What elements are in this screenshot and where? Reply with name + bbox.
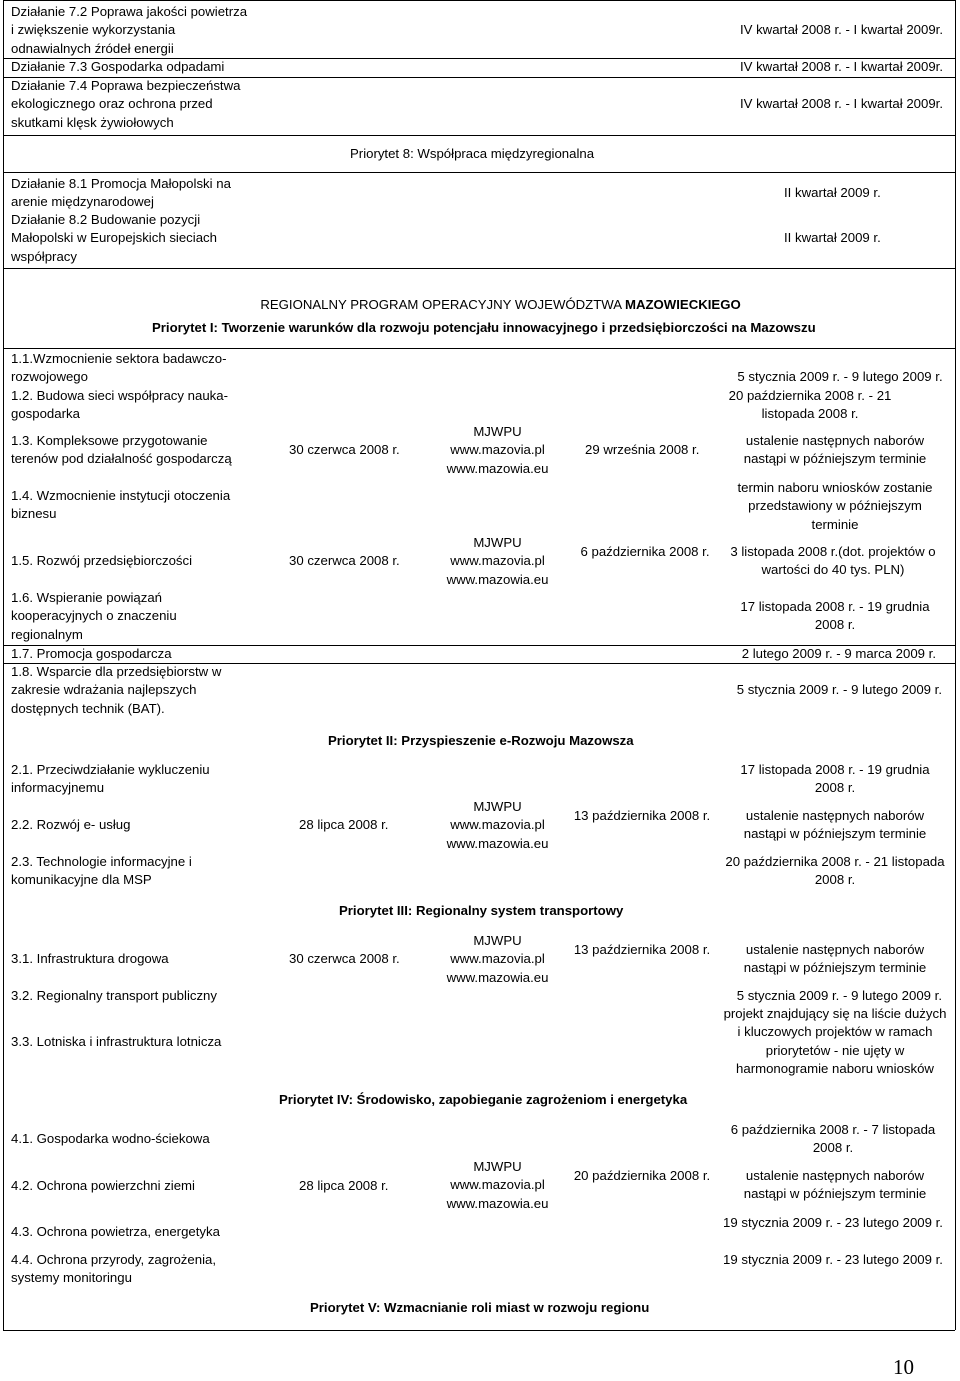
measure-1-1: 1.1.Wzmocnienie sektora badawczo- rozwojowego (11, 351, 227, 385)
priority-8-title: Priorytet 8: Współpraca międzyregionalna (350, 146, 595, 161)
schedule-1-3: ustalenie następnych naborów nastąpi w późniejszym terminie (743, 433, 927, 467)
schedule-1-2: 20 października 2008 r. - 21 listopada 2008 r. (728, 388, 892, 422)
measure-4-1: 4.1. Gospodarka wodno-ściekowa (11, 1131, 210, 1146)
priority-2-title: Priorytet II: Przyspieszenie e-Rozwoju Mazowsza (328, 733, 634, 748)
measure-1-2: 1.2. Budowa sieci współpracy nauka- gospodarka (11, 388, 228, 422)
action-7-3: Działanie 7.3 Gospodarka odpadami (11, 59, 225, 74)
schedule-1-4: termin naboru wniosków zostanie przedstawiony w późniejszym terminie (737, 480, 933, 532)
measure-1-4: 1.4. Wzmocnienie instytucji otoczenia biznesu (11, 488, 231, 522)
period-8-2: II kwartał 2009 r. (784, 230, 881, 245)
close-date-1a: 29 września 2008 r. (585, 442, 700, 457)
measure-2-1: 2.1. Przeciwdziałanie wykluczeniu informacyjnemu (11, 762, 210, 796)
schedule-2-2: ustalenie następnych naborów nastąpi w późniejszym terminie (743, 808, 927, 842)
institution-3: MJWPU www.mazovia.pl www.mazowia.eu (446, 933, 549, 985)
institution-4: MJWPU www.mazovia.pl www.mazowia.eu (446, 1159, 549, 1211)
measure-1-5: 1.5. Rozwój przedsiębiorczości (11, 553, 193, 568)
institution-2: MJWPU www.mazovia.pl www.mazowia.eu (446, 799, 549, 851)
close-date-1b: 6 października 2008 r. (580, 544, 710, 559)
schedule-3-1: ustalenie następnych naborów nastąpi w późniejszym terminie (743, 942, 927, 976)
close-date-4: 20 października 2008 r. (573, 1168, 711, 1183)
schedule-4-1: 6 października 2008 r. - 7 listopada 2008 r. (730, 1122, 936, 1156)
priority-5-title: Priorytet V: Wzmacnianie roli miast w rozwoju regionu (310, 1300, 650, 1315)
schedule-3-2: 5 stycznia 2009 r. - 9 lutego 2009 r. (736, 988, 942, 1003)
page-number: 10 (893, 1355, 914, 1379)
close-date-3: 13 października 2008 r. (573, 942, 711, 957)
institution-1a: MJWPU www.mazovia.pl www.mazowia.eu (446, 424, 549, 476)
announce-date-3: 30 czerwca 2008 r. (289, 951, 400, 966)
measure-3-3: 3.3. Lotniska i infrastruktura lotnicza (11, 1034, 222, 1049)
announce-date-2: 28 lipca 2008 r. (299, 817, 389, 832)
action-8-2: Działanie 8.2 Budowanie pozycji Małopolski w Europejskich sieciach współpracy (11, 212, 217, 264)
close-date-2: 13 października 2008 r. (573, 808, 711, 823)
schedule-1-8: 5 stycznia 2009 r. - 9 lutego 2009 r. (736, 682, 942, 697)
schedule-3-3: projekt znajdujący się na liście dużych i kluczowych projektów w ramach priorytetów - nie ujęty w harmonogramie naboru wniosków (723, 1006, 947, 1077)
measure-4-3: 4.3. Ochrona powietrza, energetyka (11, 1224, 220, 1239)
priority-4-title: Priorytet IV: Środowisko, zapobieganie zagrożeniom i energetyka (279, 1092, 688, 1107)
schedule-1-1: 5 stycznia 2009 r. - 9 lutego 2009 r. (737, 369, 943, 384)
action-7-4: Działanie 7.4 Poprawa bezpieczeństwa ekologicznego oraz ochrona przed skutkami klęsk żywiołowych (11, 78, 241, 130)
measure-1-8: 1.8. Wsparcie dla przedsiębiorstw w zakresie wdrażania najlepszych dostępnych technik (BAT). (11, 664, 222, 716)
schedule-1-7: 2 lutego 2009 r. - 9 marca 2009 r. (741, 646, 936, 661)
period-7-4: IV kwartał 2008 r. - I kwartał 2009r. (739, 96, 943, 111)
schedule-1-5: 3 listopada 2008 r.(dot. projektów o wartości do 40 tys. PLN) (730, 544, 936, 578)
measure-3-2: 3.2. Regionalny transport publiczny (11, 988, 217, 1003)
priority-3-title: Priorytet III: Regionalny system transportowy (339, 903, 624, 918)
period-7-2: IV kwartał 2008 r. - I kwartał 2009r. (739, 22, 943, 37)
program-title (253, 278, 741, 315)
measure-4-2: 4.2. Ochrona powierzchni ziemi (11, 1178, 195, 1193)
program-title-region: MAZOWIECKIEGO (624, 297, 741, 313)
measure-4-4: 4.4. Ochrona przyrody, zagrożenia, systemy monitoringu (11, 1252, 216, 1286)
measure-1-6: 1.6. Wspieranie powiązań kooperacyjnych o znaczeniu regionalnym (11, 590, 177, 642)
schedule-1-6: 17 listopada 2008 r. - 19 grudnia 2008 r. (740, 599, 930, 633)
institution-1b: MJWPU www.mazovia.pl www.mazowia.eu (446, 535, 549, 587)
period-8-1: II kwartał 2009 r. (784, 185, 881, 200)
measure-2-2: 2.2. Rozwój e- usług (11, 817, 131, 832)
action-7-2: Działanie 7.2 Poprawa jakości powietrza i zwiększenie wykorzystania odnawialnych źródeł energii (11, 4, 248, 56)
measure-1-3: 1.3. Kompleksowe przygotowanie terenów pod działalność gospodarczą (11, 433, 232, 467)
schedule-2-3: 20 października 2008 r. - 21 listopada 2008 r. (725, 854, 945, 888)
announce-date-1a: 30 czerwca 2008 r. (289, 442, 400, 457)
period-7-3: IV kwartał 2008 r. - I kwartał 2009r. (739, 59, 943, 74)
announce-date-4: 28 lipca 2008 r. (299, 1178, 389, 1193)
program-title-main: REGIONALNY PROGRAM OPERACYJNY WOJEWÓDZTWA (260, 297, 625, 313)
announce-date-1b: 30 czerwca 2008 r. (289, 553, 400, 568)
priority-1-title: Priorytet I: Tworzenie warunków dla rozwoju potencjału innowacyjnego i przedsiębiorczości na Mazowszu (152, 320, 816, 335)
schedule-2-1: 17 listopada 2008 r. - 19 grudnia 2008 r. (740, 762, 930, 796)
measure-2-3: 2.3. Technologie informacyjne i komunikacyjne dla MSP (11, 854, 192, 888)
schedule-4-4: 19 stycznia 2009 r. - 23 lutego 2009 r. (723, 1252, 943, 1267)
measure-1-7: 1.7. Promocja gospodarcza (11, 646, 172, 661)
measure-3-1: 3.1. Infrastruktura drogowa (11, 951, 169, 966)
action-8-1: Działanie 8.1 Promocja Małopolski na arenie międzynarodowej (11, 176, 231, 210)
schedule-4-2: ustalenie następnych naborów nastąpi w późniejszym terminie (743, 1168, 927, 1202)
schedule-4-3: 19 stycznia 2009 r. - 23 lutego 2009 r. (723, 1215, 943, 1230)
